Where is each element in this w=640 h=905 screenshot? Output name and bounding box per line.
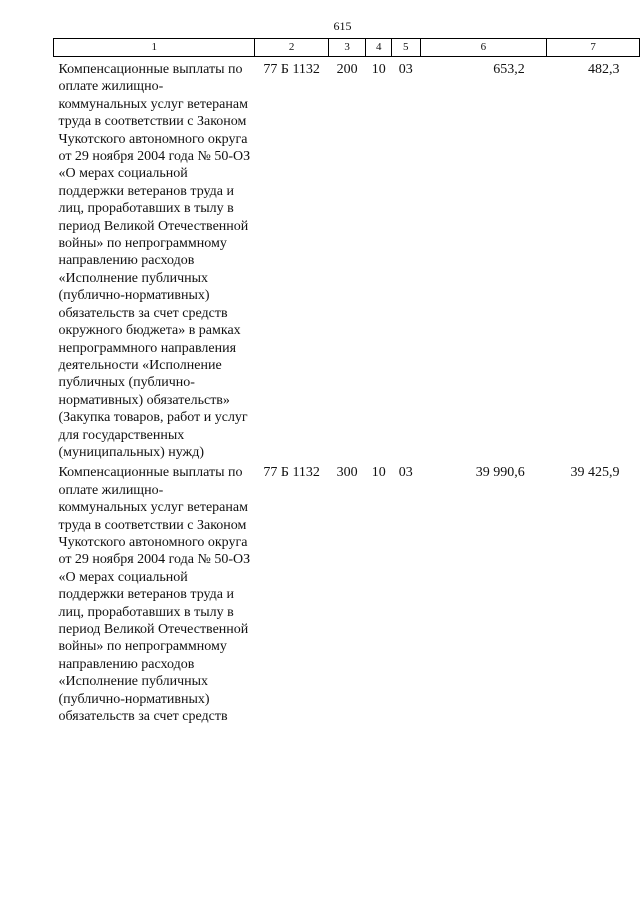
row-code: 77 Б 1132 xyxy=(263,465,320,481)
column-header-1: 1 xyxy=(54,39,255,57)
column-header-5: 5 xyxy=(392,39,421,57)
row-name: Компенсационные выплаты по оплате жилищно-коммунальных услуг ветеранам труда в соответствии с Законом Чукотского автономного округа от 29 ноября 2004 года № 50-ОЗ «О мерах социальной поддержки ветеранов труда и лиц, проработавших в тылу в период Великой Отечественной войны» по непрограммному направлению расходов «Исполнение публичных (публично-нормативных) обязательств за счет средств xyxy=(58,465,251,725)
row-expense-type: 200 xyxy=(336,62,358,77)
row-expense-type: 300 xyxy=(336,465,358,481)
column-header-7: 7 xyxy=(547,39,640,57)
table-row xyxy=(54,57,640,462)
column-header-4: 4 xyxy=(366,39,392,57)
row-section: 10 xyxy=(371,62,386,77)
column-header-2: 2 xyxy=(255,39,329,57)
table-row xyxy=(54,461,640,725)
column-header-3: 3 xyxy=(328,39,365,57)
row-subsection: 03 xyxy=(398,465,413,481)
row-value-6: 39 990,6 xyxy=(475,465,525,481)
page-number: 615 xyxy=(333,19,352,33)
row-value-6: 653,2 xyxy=(493,62,525,77)
row-value-7: 39 425,9 xyxy=(570,465,620,481)
column-number-row xyxy=(54,39,640,57)
row-code: 77 Б 1132 xyxy=(263,62,320,77)
row-value-7: 482,3 xyxy=(588,62,620,77)
column-header-6: 6 xyxy=(420,39,547,57)
row-subsection: 03 xyxy=(398,62,413,77)
row-name: Компенсационные выплаты по оплате жилищно-коммунальных услуг ветеранам труда в соответствии с Законом Чукотского автономного округа от 29 ноября 2004 года № 50-ОЗ «О мерах социальной поддержки ветеранов труда и лиц, проработавших в тылу в период Великой Отечественной войны» по непрограммному направлению расходов «Исполнение публичных (публично-нормативных) обязательств за счет средств окружного бюджета» в рамках непрограммного направления деятельности «Исполнение публичных (публично-нормативных) обязательств» (Закупка товаров, работ и услуг для государственных (муниципальных) нужд) xyxy=(58,62,251,460)
row-section: 10 xyxy=(371,465,386,481)
budget-table xyxy=(53,38,640,725)
